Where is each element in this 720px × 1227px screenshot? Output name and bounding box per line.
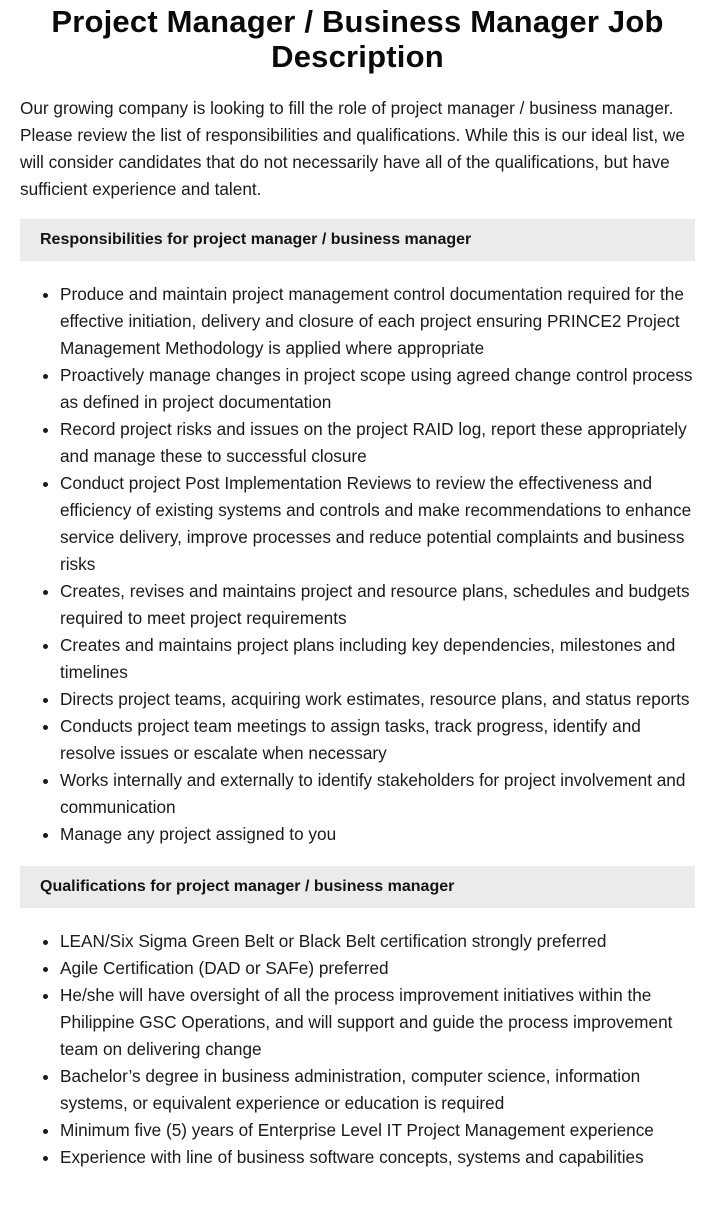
list-item: Creates, revises and maintains project and resource plans, schedules and budgets required to meet project requirements: [60, 578, 695, 632]
list-item: Directs project teams, acquiring work estimates, resource plans, and status reports: [60, 686, 695, 713]
qualifications-heading: Qualifications for project manager / business manager: [20, 866, 695, 908]
list-item: Conducts project team meetings to assign tasks, track progress, identify and resolve issues or escalate when necessary: [60, 713, 695, 767]
list-item: Proactively manage changes in project scope using agreed change control process as defined in project documentation: [60, 362, 695, 416]
list-item: Works internally and externally to identify stakeholders for project involvement and communication: [60, 767, 695, 821]
list-item: Minimum five (5) years of Enterprise Level IT Project Management experience: [60, 1117, 695, 1144]
list-item: LEAN/Six Sigma Green Belt or Black Belt certification strongly preferred: [60, 928, 695, 955]
page-title: Project Manager / Business Manager Job Description: [51, 4, 664, 74]
intro-paragraph: Our growing company is looking to fill the role of project manager / business manager. Please review the list of responsibilities and qualifications. While this is our ideal list, we will consider candidates that do not necessarily have all of the qualifications, but have sufficient experience and talent.: [20, 98, 685, 199]
list-item: Agile Certification (DAD or SAFe) preferred: [60, 955, 695, 982]
list-item: Experience with line of business software concepts, systems and capabilities: [60, 1144, 695, 1171]
list-item: Manage any project assigned to you: [60, 821, 695, 848]
list-item: Creates and maintains project plans including key dependencies, milestones and timelines: [60, 632, 695, 686]
qualifications-list: [20, 928, 695, 1171]
responsibilities-list: [20, 281, 695, 848]
list-item: Produce and maintain project management control documentation required for the effective initiation, delivery and closure of each project ensuring PRINCE2 Project Management Methodology is applied where appropriate: [60, 281, 695, 362]
list-item: Record project risks and issues on the project RAID log, report these appropriately and manage these to successful closure: [60, 416, 695, 470]
list-item: Bachelor’s degree in business administration, computer science, information systems, or equivalent experience or education is required: [60, 1063, 695, 1117]
responsibilities-heading: Responsibilities for project manager / business manager: [20, 219, 695, 261]
list-item: Conduct project Post Implementation Reviews to review the effectiveness and efficiency of existing systems and controls and make recommendations to enhance service delivery, improve processes and reduce potential complaints and business risks: [60, 470, 695, 578]
list-item: He/she will have oversight of all the process improvement initiatives within the Philippine GSC Operations, and will support and guide the process improvement team on delivering change: [60, 982, 695, 1063]
